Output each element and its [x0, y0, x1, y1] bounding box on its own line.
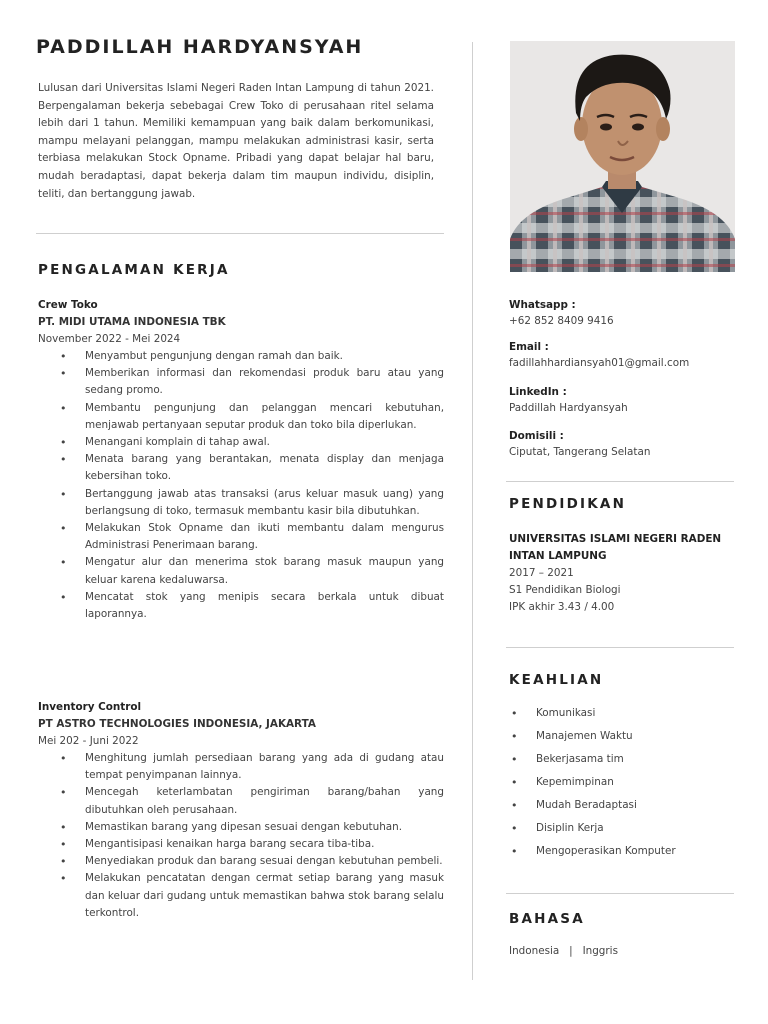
- list-item: • Komunikasi: [509, 705, 676, 728]
- list-item: • Disiplin Kerja: [509, 820, 676, 843]
- job-role: Inventory Control: [38, 701, 142, 713]
- list-item: • Bekerjasama tim: [509, 751, 676, 774]
- job-period: November 2022 - Mei 2024: [38, 333, 181, 345]
- skills-title: KEAHLIAN: [509, 672, 604, 688]
- divider: [506, 647, 734, 648]
- email-address: fadillahhardiansyah01@gmail.com: [509, 357, 690, 369]
- candidate-name: PADDILLAH HARDYANSYAH: [36, 36, 364, 58]
- education-title: PENDIDIKAN: [509, 496, 627, 512]
- list-item: • Menangani komplain di tahap awal.: [38, 434, 444, 451]
- list-item: • Kepemimpinan: [509, 774, 676, 797]
- university-name-cont: INTAN LAMPUNG: [509, 550, 607, 562]
- contact-email: [509, 339, 689, 371]
- contact-whatsapp: [509, 297, 614, 329]
- job-duties: [38, 348, 444, 623]
- education-gpa: IPK akhir 3.43 / 4.00: [509, 601, 615, 613]
- contact-label: Whatsapp :: [509, 299, 576, 311]
- skills-list: [509, 705, 676, 866]
- education-degree: S1 Pendidikan Biologi: [509, 584, 621, 596]
- profile-summary: Lulusan dari Universitas Islami Negeri Raden Intan Lampung di tahun 2021. Berpengalaman bekerja sebebagai Crew Toko di perusahaan ritel selama lebih dari 1 tahun. Memiliki kemampuan yang baik dalam berkomunikasi, mampu melayani pelanggan, mampu melakukan administrasi kasir, serta terbiasa melakukan Stock Opname. Pribadi yang dapat belajar hal baru, mudah beradaptasi, dapat bekerja dalam tim maupun individu, disiplin, teliti, dan bertanggung jawab.: [38, 82, 434, 200]
- list-item: • Membantu pengunjung dan pelanggan mencari kebutuhan, menjawab pertanyaan seputar produk dan toko bila diperlukan.: [38, 400, 444, 434]
- languages-title: BAHASA: [509, 911, 585, 927]
- contact-linkedin: [509, 384, 628, 416]
- divider: [506, 893, 734, 894]
- job-entry: [38, 297, 444, 623]
- contact-label: Email :: [509, 341, 549, 353]
- profile-photo: [510, 41, 735, 272]
- list-item: • Bertanggung jawab atas transaksi (arus keluar masuk uang) yang berlangsung di toko, termasuk membantu kasir bila dibutuhkan.: [38, 486, 444, 520]
- job-entry: [38, 699, 444, 922]
- education-entry: [509, 531, 729, 616]
- job-period: Mei 202 - Juni 2022: [38, 735, 139, 747]
- list-item: • Melakukan pencatatan dengan cermat setiap barang yang masuk dan keluar dari gudang untuk memastikan bahwa stok barang selalu terkontrol.: [38, 870, 444, 922]
- list-item: • Mengatur alur dan menerima stok barang masuk maupun yang keluar karena kedaluwarsa.: [38, 554, 444, 588]
- education-years: 2017 – 2021: [509, 567, 574, 579]
- list-item: • Menghitung jumlah persediaan barang yang ada di gudang atau tempat penyimpanan lainnya.: [38, 750, 444, 784]
- list-item: • Manajemen Waktu: [509, 728, 676, 751]
- university-name: UNIVERSITAS ISLAMI NEGERI RADEN: [509, 533, 722, 545]
- experience-title: PENGALAMAN KERJA: [38, 262, 230, 278]
- job-company: PT ASTRO TECHNOLOGIES INDONESIA, JAKARTA: [38, 718, 316, 730]
- job-role: Crew Toko: [38, 299, 98, 311]
- list-item: • Menyambut pengunjung dengan ramah dan baik.: [38, 348, 444, 365]
- job-company: PT. MIDI UTAMA INDONESIA TBK: [38, 316, 226, 328]
- column-divider: [472, 42, 473, 980]
- list-item: • Menata barang yang berantakan, menata display dan menjaga kebersihan toko.: [38, 451, 444, 485]
- list-item: • Menyediakan produk dan barang sesuai dengan kebutuhan pembeli.: [38, 853, 444, 870]
- languages-list: Indonesia | Inggris: [509, 945, 618, 957]
- linkedin-name: Paddillah Hardyansyah: [509, 402, 628, 414]
- contact-domicile: [509, 428, 650, 460]
- contact-label: LinkedIn :: [509, 386, 567, 398]
- contact-label: Domisili :: [509, 430, 564, 442]
- divider: [36, 233, 444, 234]
- list-item: • Memastikan barang yang dipesan sesuai dengan kebutuhan.: [38, 819, 444, 836]
- list-item: • Mengantisipasi kenaikan harga barang secara tiba-tiba.: [38, 836, 444, 853]
- divider: [506, 481, 734, 482]
- list-item: • Melakukan Stok Opname dan ikuti membantu dalam mengurus Administrasi Penerimaan barang.: [38, 520, 444, 554]
- list-item: • Mencegah keterlambatan pengiriman barang/bahan yang dibutuhkan oleh perusahaan.: [38, 784, 444, 818]
- list-item: • Mengoperasikan Komputer: [509, 843, 676, 866]
- domicile-value: Ciputat, Tangerang Selatan: [509, 446, 651, 458]
- list-item: • Mudah Beradaptasi: [509, 797, 676, 820]
- list-item: • Memberikan informasi dan rekomendasi produk baru atau yang sedang promo.: [38, 365, 444, 399]
- list-item: • Mencatat stok yang menipis secara berkala untuk dibuat laporannya.: [38, 589, 444, 623]
- job-duties: [38, 750, 444, 922]
- whatsapp-number: +62 852 8409 9416: [509, 315, 614, 327]
